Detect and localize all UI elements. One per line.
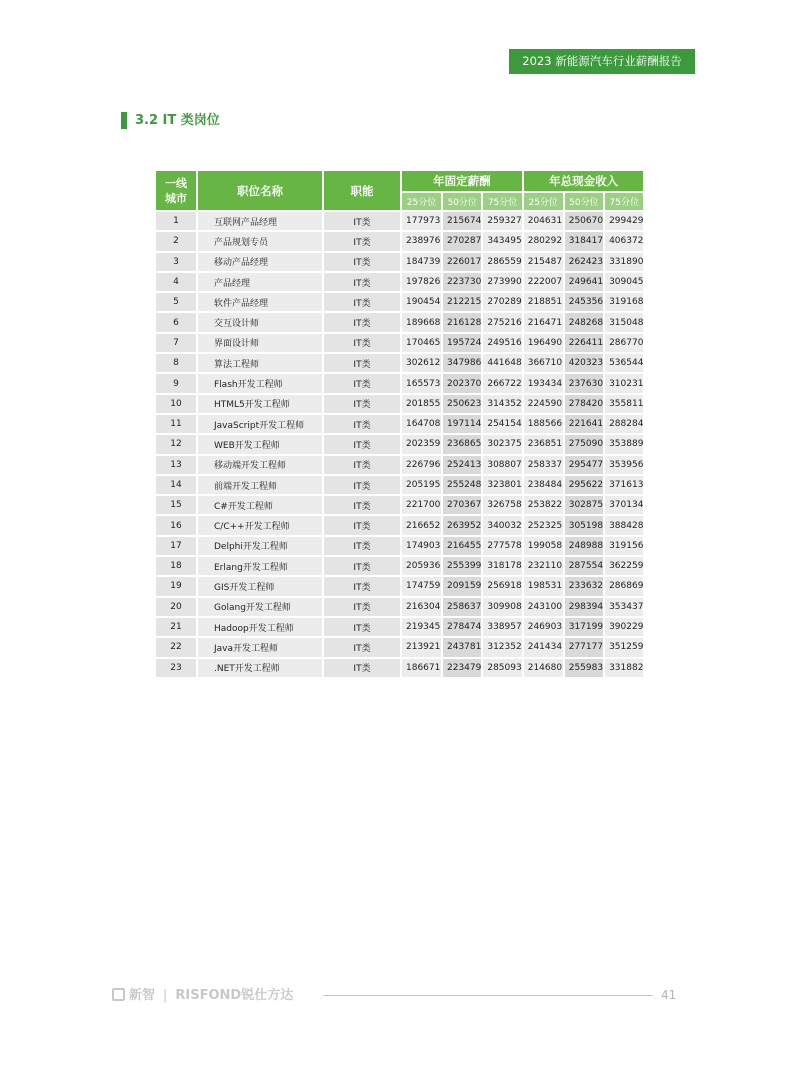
- fixed-p50-cell: 270287: [443, 232, 481, 250]
- job-function-cell: IT类: [324, 516, 400, 534]
- table-row: [156, 516, 643, 534]
- row-index-cell: 3: [156, 253, 196, 271]
- fixed-p75-cell: 285093: [483, 659, 521, 677]
- fixed-p25-cell: 202359: [402, 435, 441, 453]
- table-row: [156, 273, 643, 291]
- job-title-cell: 交互设计师: [198, 313, 322, 331]
- footer-rule: [323, 995, 653, 996]
- total-p50-cell: 226411: [565, 334, 603, 352]
- job-title-cell: 算法工程师: [198, 354, 322, 372]
- job-title-cell: 产品经理: [198, 273, 322, 291]
- total-p50-cell: 221641: [565, 415, 603, 433]
- total-p75-cell: 390229: [605, 618, 643, 636]
- table-row: [156, 374, 643, 392]
- total-p25-cell: 236851: [524, 435, 563, 453]
- total-p75-cell: 299429: [605, 212, 643, 230]
- fixed-p25-cell: 216652: [402, 516, 441, 534]
- fixed-p50-cell: 216455: [443, 537, 481, 555]
- table-row: [156, 334, 643, 352]
- fixed-p25-cell: 164708: [402, 415, 441, 433]
- job-function-cell: IT类: [324, 456, 400, 474]
- subheader-total-p50: 50分位: [565, 193, 603, 210]
- subheader-fixed-p50: 50分位: [443, 193, 481, 210]
- table-row: [156, 638, 643, 656]
- job-title-cell: WEB开发工程师: [198, 435, 322, 453]
- job-title-cell: Golang开发工程师: [198, 598, 322, 616]
- total-p50-cell: 255983: [565, 659, 603, 677]
- footer-brand: [112, 987, 293, 1005]
- brand-separator: |: [163, 988, 168, 1003]
- table-row: [156, 577, 643, 595]
- fixed-p50-cell: 209159: [443, 577, 481, 595]
- total-p75-cell: 370134: [605, 496, 643, 514]
- report-title-banner: 2023 新能源汽车行业薪酬报告: [509, 49, 695, 74]
- table-row: [156, 435, 643, 453]
- salary-table: [154, 169, 645, 679]
- job-title-cell: HTML5开发工程师: [198, 395, 322, 413]
- job-title-cell: .NET开发工程师: [198, 659, 322, 677]
- total-p50-cell: 262423: [565, 253, 603, 271]
- fixed-p50-cell: 243781: [443, 638, 481, 656]
- fixed-p75-cell: 286559: [483, 253, 521, 271]
- total-p25-cell: 218851: [524, 293, 563, 311]
- total-p75-cell: 286770: [605, 334, 643, 352]
- row-index-cell: 20: [156, 598, 196, 616]
- total-p75-cell: 351259: [605, 638, 643, 656]
- fixed-p75-cell: 441648: [483, 354, 521, 372]
- job-function-cell: IT类: [324, 659, 400, 677]
- xinzhi-logo-icon: [112, 988, 125, 1001]
- job-title-cell: C/C++开发工程师: [198, 516, 322, 534]
- fixed-p25-cell: 221700: [402, 496, 441, 514]
- table-row: [156, 313, 643, 331]
- fixed-p50-cell: 236865: [443, 435, 481, 453]
- fixed-p50-cell: 278474: [443, 618, 481, 636]
- job-title-cell: GIS开发工程师: [198, 577, 322, 595]
- fixed-p50-cell: 347986: [443, 354, 481, 372]
- total-p25-cell: 238484: [524, 476, 563, 494]
- total-p75-cell: 355811: [605, 395, 643, 413]
- fixed-p50-cell: 270367: [443, 496, 481, 514]
- job-function-cell: IT类: [324, 618, 400, 636]
- fixed-p50-cell: 252413: [443, 456, 481, 474]
- job-function-cell: IT类: [324, 273, 400, 291]
- fixed-p50-cell: 223730: [443, 273, 481, 291]
- fixed-p75-cell: 318178: [483, 557, 521, 575]
- job-function-cell: IT类: [324, 638, 400, 656]
- table-row: [156, 618, 643, 636]
- fixed-p25-cell: 174759: [402, 577, 441, 595]
- total-p75-cell: 286869: [605, 577, 643, 595]
- fixed-p50-cell: 195724: [443, 334, 481, 352]
- job-title-cell: Hadoop开发工程师: [198, 618, 322, 636]
- fixed-p75-cell: 343495: [483, 232, 521, 250]
- job-function-cell: IT类: [324, 577, 400, 595]
- total-p75-cell: 371613: [605, 476, 643, 494]
- fixed-p75-cell: 254154: [483, 415, 521, 433]
- fixed-p25-cell: 205936: [402, 557, 441, 575]
- fixed-p25-cell: 219345: [402, 618, 441, 636]
- fixed-p25-cell: 201855: [402, 395, 441, 413]
- subheader-total-p25: 25分位: [524, 193, 563, 210]
- total-p75-cell: 353437: [605, 598, 643, 616]
- job-title-cell: Delphi开发工程师: [198, 537, 322, 555]
- job-function-cell: IT类: [324, 212, 400, 230]
- fixed-p75-cell: 308807: [483, 456, 521, 474]
- total-p50-cell: 295622: [565, 476, 603, 494]
- total-p75-cell: 536544: [605, 354, 643, 372]
- job-title-cell: 界面设计师: [198, 334, 322, 352]
- total-p25-cell: 199058: [524, 537, 563, 555]
- job-function-cell: IT类: [324, 354, 400, 372]
- fixed-p25-cell: 186671: [402, 659, 441, 677]
- table-row: [156, 537, 643, 555]
- total-p75-cell: 319156: [605, 537, 643, 555]
- fixed-p75-cell: 340032: [483, 516, 521, 534]
- total-p25-cell: 216471: [524, 313, 563, 331]
- fixed-p25-cell: 184739: [402, 253, 441, 271]
- total-p75-cell: 331882: [605, 659, 643, 677]
- total-p50-cell: 237630: [565, 374, 603, 392]
- brand-right: RISFOND锐仕方达: [175, 988, 294, 1003]
- fixed-p50-cell: 215674: [443, 212, 481, 230]
- row-index-cell: 4: [156, 273, 196, 291]
- fixed-p50-cell: 216128: [443, 313, 481, 331]
- job-function-cell: IT类: [324, 435, 400, 453]
- fixed-p75-cell: 323801: [483, 476, 521, 494]
- total-p25-cell: 252325: [524, 516, 563, 534]
- fixed-p50-cell: 226017: [443, 253, 481, 271]
- fixed-p50-cell: 250623: [443, 395, 481, 413]
- row-index-cell: 12: [156, 435, 196, 453]
- fixed-p50-cell: 212215: [443, 293, 481, 311]
- total-p25-cell: 222007: [524, 273, 563, 291]
- total-p25-cell: 204631: [524, 212, 563, 230]
- table-row: [156, 415, 643, 433]
- job-title-cell: 移动端开发工程师: [198, 456, 322, 474]
- table-row: [156, 598, 643, 616]
- total-p25-cell: 253822: [524, 496, 563, 514]
- table-row: [156, 557, 643, 575]
- subheader-fixed-p25: 25分位: [402, 193, 441, 210]
- fixed-p75-cell: 266722: [483, 374, 521, 392]
- total-p75-cell: 310231: [605, 374, 643, 392]
- row-index-cell: 6: [156, 313, 196, 331]
- fixed-p50-cell: 255399: [443, 557, 481, 575]
- job-title-cell: 互联网产品经理: [198, 212, 322, 230]
- table-row: [156, 293, 643, 311]
- total-p25-cell: 215487: [524, 253, 563, 271]
- table-row: [156, 456, 643, 474]
- total-p25-cell: 243100: [524, 598, 563, 616]
- total-p25-cell: 224590: [524, 395, 563, 413]
- total-p75-cell: 353889: [605, 435, 643, 453]
- row-index-cell: 18: [156, 557, 196, 575]
- row-index-cell: 11: [156, 415, 196, 433]
- fixed-p50-cell: 197114: [443, 415, 481, 433]
- salary-table-body: [156, 212, 643, 677]
- job-function-cell: IT类: [324, 334, 400, 352]
- job-title-cell: Flash开发工程师: [198, 374, 322, 392]
- table-row: [156, 253, 643, 271]
- page-number: 41: [661, 988, 677, 1002]
- job-function-cell: IT类: [324, 496, 400, 514]
- subheader-total-p75: 75分位: [605, 193, 643, 210]
- total-p75-cell: 406372: [605, 232, 643, 250]
- section-marker: [121, 112, 127, 129]
- table-row: [156, 395, 643, 413]
- total-p25-cell: 232110: [524, 557, 563, 575]
- fixed-p75-cell: 249516: [483, 334, 521, 352]
- total-p50-cell: 248988: [565, 537, 603, 555]
- total-p25-cell: 241434: [524, 638, 563, 656]
- brand-left: 新智: [129, 988, 156, 1003]
- total-p50-cell: 298394: [565, 598, 603, 616]
- row-index-cell: 14: [156, 476, 196, 494]
- row-index-cell: 21: [156, 618, 196, 636]
- total-p25-cell: 198531: [524, 577, 563, 595]
- fixed-p25-cell: 165573: [402, 374, 441, 392]
- fixed-p75-cell: 256918: [483, 577, 521, 595]
- total-p50-cell: 420323: [565, 354, 603, 372]
- table-row: [156, 476, 643, 494]
- fixed-p75-cell: 309908: [483, 598, 521, 616]
- total-p25-cell: 214680: [524, 659, 563, 677]
- fixed-p75-cell: 259327: [483, 212, 521, 230]
- row-index-cell: 15: [156, 496, 196, 514]
- total-p50-cell: 318417: [565, 232, 603, 250]
- job-title-cell: JavaScript开发工程师: [198, 415, 322, 433]
- fixed-p50-cell: 263952: [443, 516, 481, 534]
- total-p25-cell: 366710: [524, 354, 563, 372]
- fixed-p75-cell: 275216: [483, 313, 521, 331]
- job-function-cell: IT类: [324, 537, 400, 555]
- job-function-cell: IT类: [324, 374, 400, 392]
- job-function-cell: IT类: [324, 415, 400, 433]
- row-index-cell: 13: [156, 456, 196, 474]
- fixed-p25-cell: 238976: [402, 232, 441, 250]
- fixed-p25-cell: 170465: [402, 334, 441, 352]
- job-function-cell: IT类: [324, 557, 400, 575]
- table-row: [156, 496, 643, 514]
- fixed-p75-cell: 273990: [483, 273, 521, 291]
- row-index-cell: 1: [156, 212, 196, 230]
- col-header-job-title: 职位名称: [198, 171, 322, 210]
- fixed-p75-cell: 277578: [483, 537, 521, 555]
- job-title-cell: Java开发工程师: [198, 638, 322, 656]
- fixed-p25-cell: 190454: [402, 293, 441, 311]
- row-index-cell: 9: [156, 374, 196, 392]
- job-title-cell: Erlang开发工程师: [198, 557, 322, 575]
- fixed-p75-cell: 338957: [483, 618, 521, 636]
- total-p50-cell: 249641: [565, 273, 603, 291]
- fixed-p75-cell: 312352: [483, 638, 521, 656]
- row-index-cell: 16: [156, 516, 196, 534]
- job-function-cell: IT类: [324, 232, 400, 250]
- fixed-p50-cell: 223479: [443, 659, 481, 677]
- job-function-cell: IT类: [324, 313, 400, 331]
- col-header-total-cash: 年总现金收入: [524, 171, 644, 191]
- fixed-p25-cell: 177973: [402, 212, 441, 230]
- subheader-fixed-p75: 75分位: [483, 193, 521, 210]
- col-header-city-tier: [156, 171, 196, 210]
- job-title-cell: 产品规划专员: [198, 232, 322, 250]
- total-p25-cell: 258337: [524, 456, 563, 474]
- job-title-cell: 前端开发工程师: [198, 476, 322, 494]
- total-p50-cell: 287554: [565, 557, 603, 575]
- row-index-cell: 17: [156, 537, 196, 555]
- job-function-cell: IT类: [324, 395, 400, 413]
- job-function-cell: IT类: [324, 598, 400, 616]
- fixed-p25-cell: 197826: [402, 273, 441, 291]
- fixed-p25-cell: 174903: [402, 537, 441, 555]
- col-header-fixed-salary: 年固定薪酬: [402, 171, 522, 191]
- total-p50-cell: 295477: [565, 456, 603, 474]
- fixed-p25-cell: 302612: [402, 354, 441, 372]
- fixed-p25-cell: 216304: [402, 598, 441, 616]
- total-p25-cell: 246903: [524, 618, 563, 636]
- total-p25-cell: 188566: [524, 415, 563, 433]
- job-title-cell: 软件产品经理: [198, 293, 322, 311]
- table-row: [156, 232, 643, 250]
- total-p50-cell: 302875: [565, 496, 603, 514]
- total-p25-cell: 193434: [524, 374, 563, 392]
- job-function-cell: IT类: [324, 476, 400, 494]
- total-p50-cell: 278420: [565, 395, 603, 413]
- table-row: [156, 212, 643, 230]
- row-index-cell: 10: [156, 395, 196, 413]
- fixed-p50-cell: 255248: [443, 476, 481, 494]
- row-index-cell: 5: [156, 293, 196, 311]
- row-index-cell: 22: [156, 638, 196, 656]
- city-tier-label: 一线 城市: [165, 176, 187, 205]
- job-function-cell: IT类: [324, 253, 400, 271]
- fixed-p50-cell: 258637: [443, 598, 481, 616]
- total-p75-cell: 288284: [605, 415, 643, 433]
- total-p50-cell: 317199: [565, 618, 603, 636]
- fixed-p75-cell: 270289: [483, 293, 521, 311]
- total-p75-cell: 362259: [605, 557, 643, 575]
- fixed-p25-cell: 189668: [402, 313, 441, 331]
- section-title: 3.2 IT 类岗位: [135, 113, 220, 128]
- total-p50-cell: 250670: [565, 212, 603, 230]
- total-p75-cell: 353956: [605, 456, 643, 474]
- fixed-p25-cell: 226796: [402, 456, 441, 474]
- row-index-cell: 2: [156, 232, 196, 250]
- total-p50-cell: 277177: [565, 638, 603, 656]
- total-p25-cell: 280292: [524, 232, 563, 250]
- total-p25-cell: 196490: [524, 334, 563, 352]
- fixed-p75-cell: 314352: [483, 395, 521, 413]
- fixed-p25-cell: 213921: [402, 638, 441, 656]
- table-row: [156, 354, 643, 372]
- row-index-cell: 8: [156, 354, 196, 372]
- total-p75-cell: 309045: [605, 273, 643, 291]
- total-p75-cell: 315048: [605, 313, 643, 331]
- row-index-cell: 23: [156, 659, 196, 677]
- total-p50-cell: 245356: [565, 293, 603, 311]
- job-function-cell: IT类: [324, 293, 400, 311]
- fixed-p25-cell: 205195: [402, 476, 441, 494]
- total-p75-cell: 388428: [605, 516, 643, 534]
- fixed-p75-cell: 326758: [483, 496, 521, 514]
- col-header-function: 职能: [324, 171, 400, 210]
- total-p50-cell: 305198: [565, 516, 603, 534]
- total-p50-cell: 233632: [565, 577, 603, 595]
- job-title-cell: C#开发工程师: [198, 496, 322, 514]
- row-index-cell: 19: [156, 577, 196, 595]
- total-p75-cell: 319168: [605, 293, 643, 311]
- total-p75-cell: 331890: [605, 253, 643, 271]
- job-title-cell: 移动产品经理: [198, 253, 322, 271]
- total-p50-cell: 275090: [565, 435, 603, 453]
- fixed-p50-cell: 202370: [443, 374, 481, 392]
- total-p50-cell: 248268: [565, 313, 603, 331]
- fixed-p75-cell: 302375: [483, 435, 521, 453]
- row-index-cell: 7: [156, 334, 196, 352]
- table-row: [156, 659, 643, 677]
